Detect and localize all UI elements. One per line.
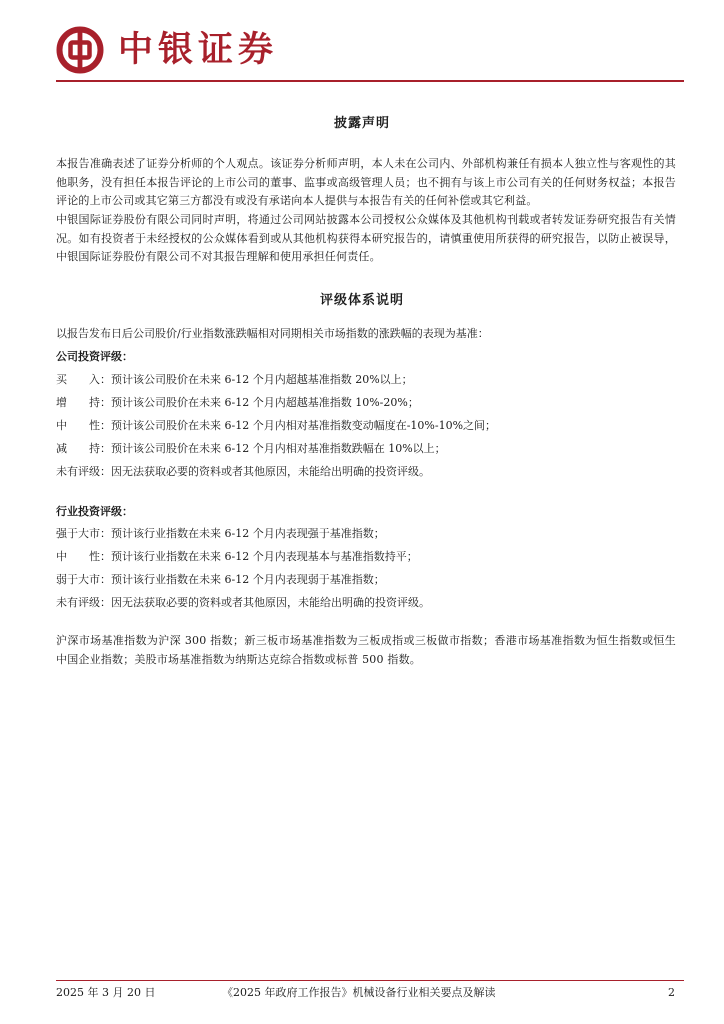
industry-rating-item: 弱于大市：预计该行业指数在未来 6-12 个月内表现弱于基准指数； <box>56 573 385 586</box>
company-rating-item: 未有评级：因无法获取必要的资料或者其他原因，未能给出明确的投资评级。 <box>56 465 430 478</box>
company-rating-item: 增 持：预计该公司股价在未来 6-12 个月内超越基准指数 10%-20%； <box>56 396 419 409</box>
industry-rating-item: 中 性：预计该行业指数在未来 6-12 个月内表现基本与基准指数持平； <box>56 550 418 563</box>
rating-title: 评级体系说明 <box>319 293 404 308</box>
industry-rating-item: 未有评级：因无法获取必要的资料或者其他原因，未能给出明确的投资评级。 <box>56 596 430 609</box>
disclosure-paragraph-1: 本报告准确表述了证券分析师的个人观点。该证券分析师声明，本人未在公司内、外部机构兼任有损本人独立性与客观性的其他职务，没有担任本报告评论的上市公司的董事、监事或高级管理人员；也不拥有与该上市公司有关的任何财务权益；本报告评论的上市公司或其它第三方都没有或没有承诺向本人提供与本报告有关的任何补偿或其它利益。 <box>56 157 676 207</box>
bank-of-china-logo-icon <box>56 26 104 74</box>
footer-date: 2025 年 3 月 20 日 <box>56 986 156 999</box>
industry-rating-heading: 行业投资评级： <box>56 505 133 518</box>
footer-report-title: 《2025 年政府工作报告》机械设备行业相关要点及解读 <box>222 986 496 999</box>
brand-name: 中银证券 <box>118 30 279 70</box>
page-header <box>56 26 676 80</box>
disclosure-paragraph-2: 中银国际证券股份有限公司同时声明，将通过公司网站披露本公司授权公众媒体及其他机构刊载或者转发证券研究报告有关情况。如有投资者于未经授权的公众媒体看到或从其他机构获得本研究报告的，请慎重使用所获得的研究报告，以防止被误导，中银国际证券股份有限公司不对其报告理解和使用承担任何责任。 <box>56 213 676 263</box>
rating-intro: 以报告发布日后公司股价/行业指数涨跌幅相对同期相关市场指数的涨跌幅的表现为基准： <box>56 327 489 340</box>
disclosure-title: 披露声明 <box>333 116 390 131</box>
footer-divider <box>56 980 684 981</box>
company-rating-item: 减 持：预计该公司股价在未来 6-12 个月内相对基准指数跌幅在 10%以上； <box>56 442 446 455</box>
benchmark-paragraph: 沪深市场基准指数为沪深 300 指数；新三板市场基准指数为三板成指或三板做市指数；香港市场基准指数为恒生指数或恒生中国企业指数；美股市场基准指数为纳斯达克综合指数或标普 500 指数。 <box>56 634 676 666</box>
company-rating-heading: 公司投资评级： <box>56 350 133 363</box>
header-divider <box>56 80 684 82</box>
company-rating-item: 买 入：预计该公司股价在未来 6-12 个月内超越基准指数 20%以上； <box>56 373 413 386</box>
company-rating-item: 中 性：预计该公司股价在未来 6-12 个月内相对基准指数变动幅度在-10%-10%之间； <box>56 419 497 432</box>
industry-rating-item: 强于大市：预计该行业指数在未来 6-12 个月内表现强于基准指数； <box>56 527 385 540</box>
page-number: 2 <box>668 986 675 999</box>
